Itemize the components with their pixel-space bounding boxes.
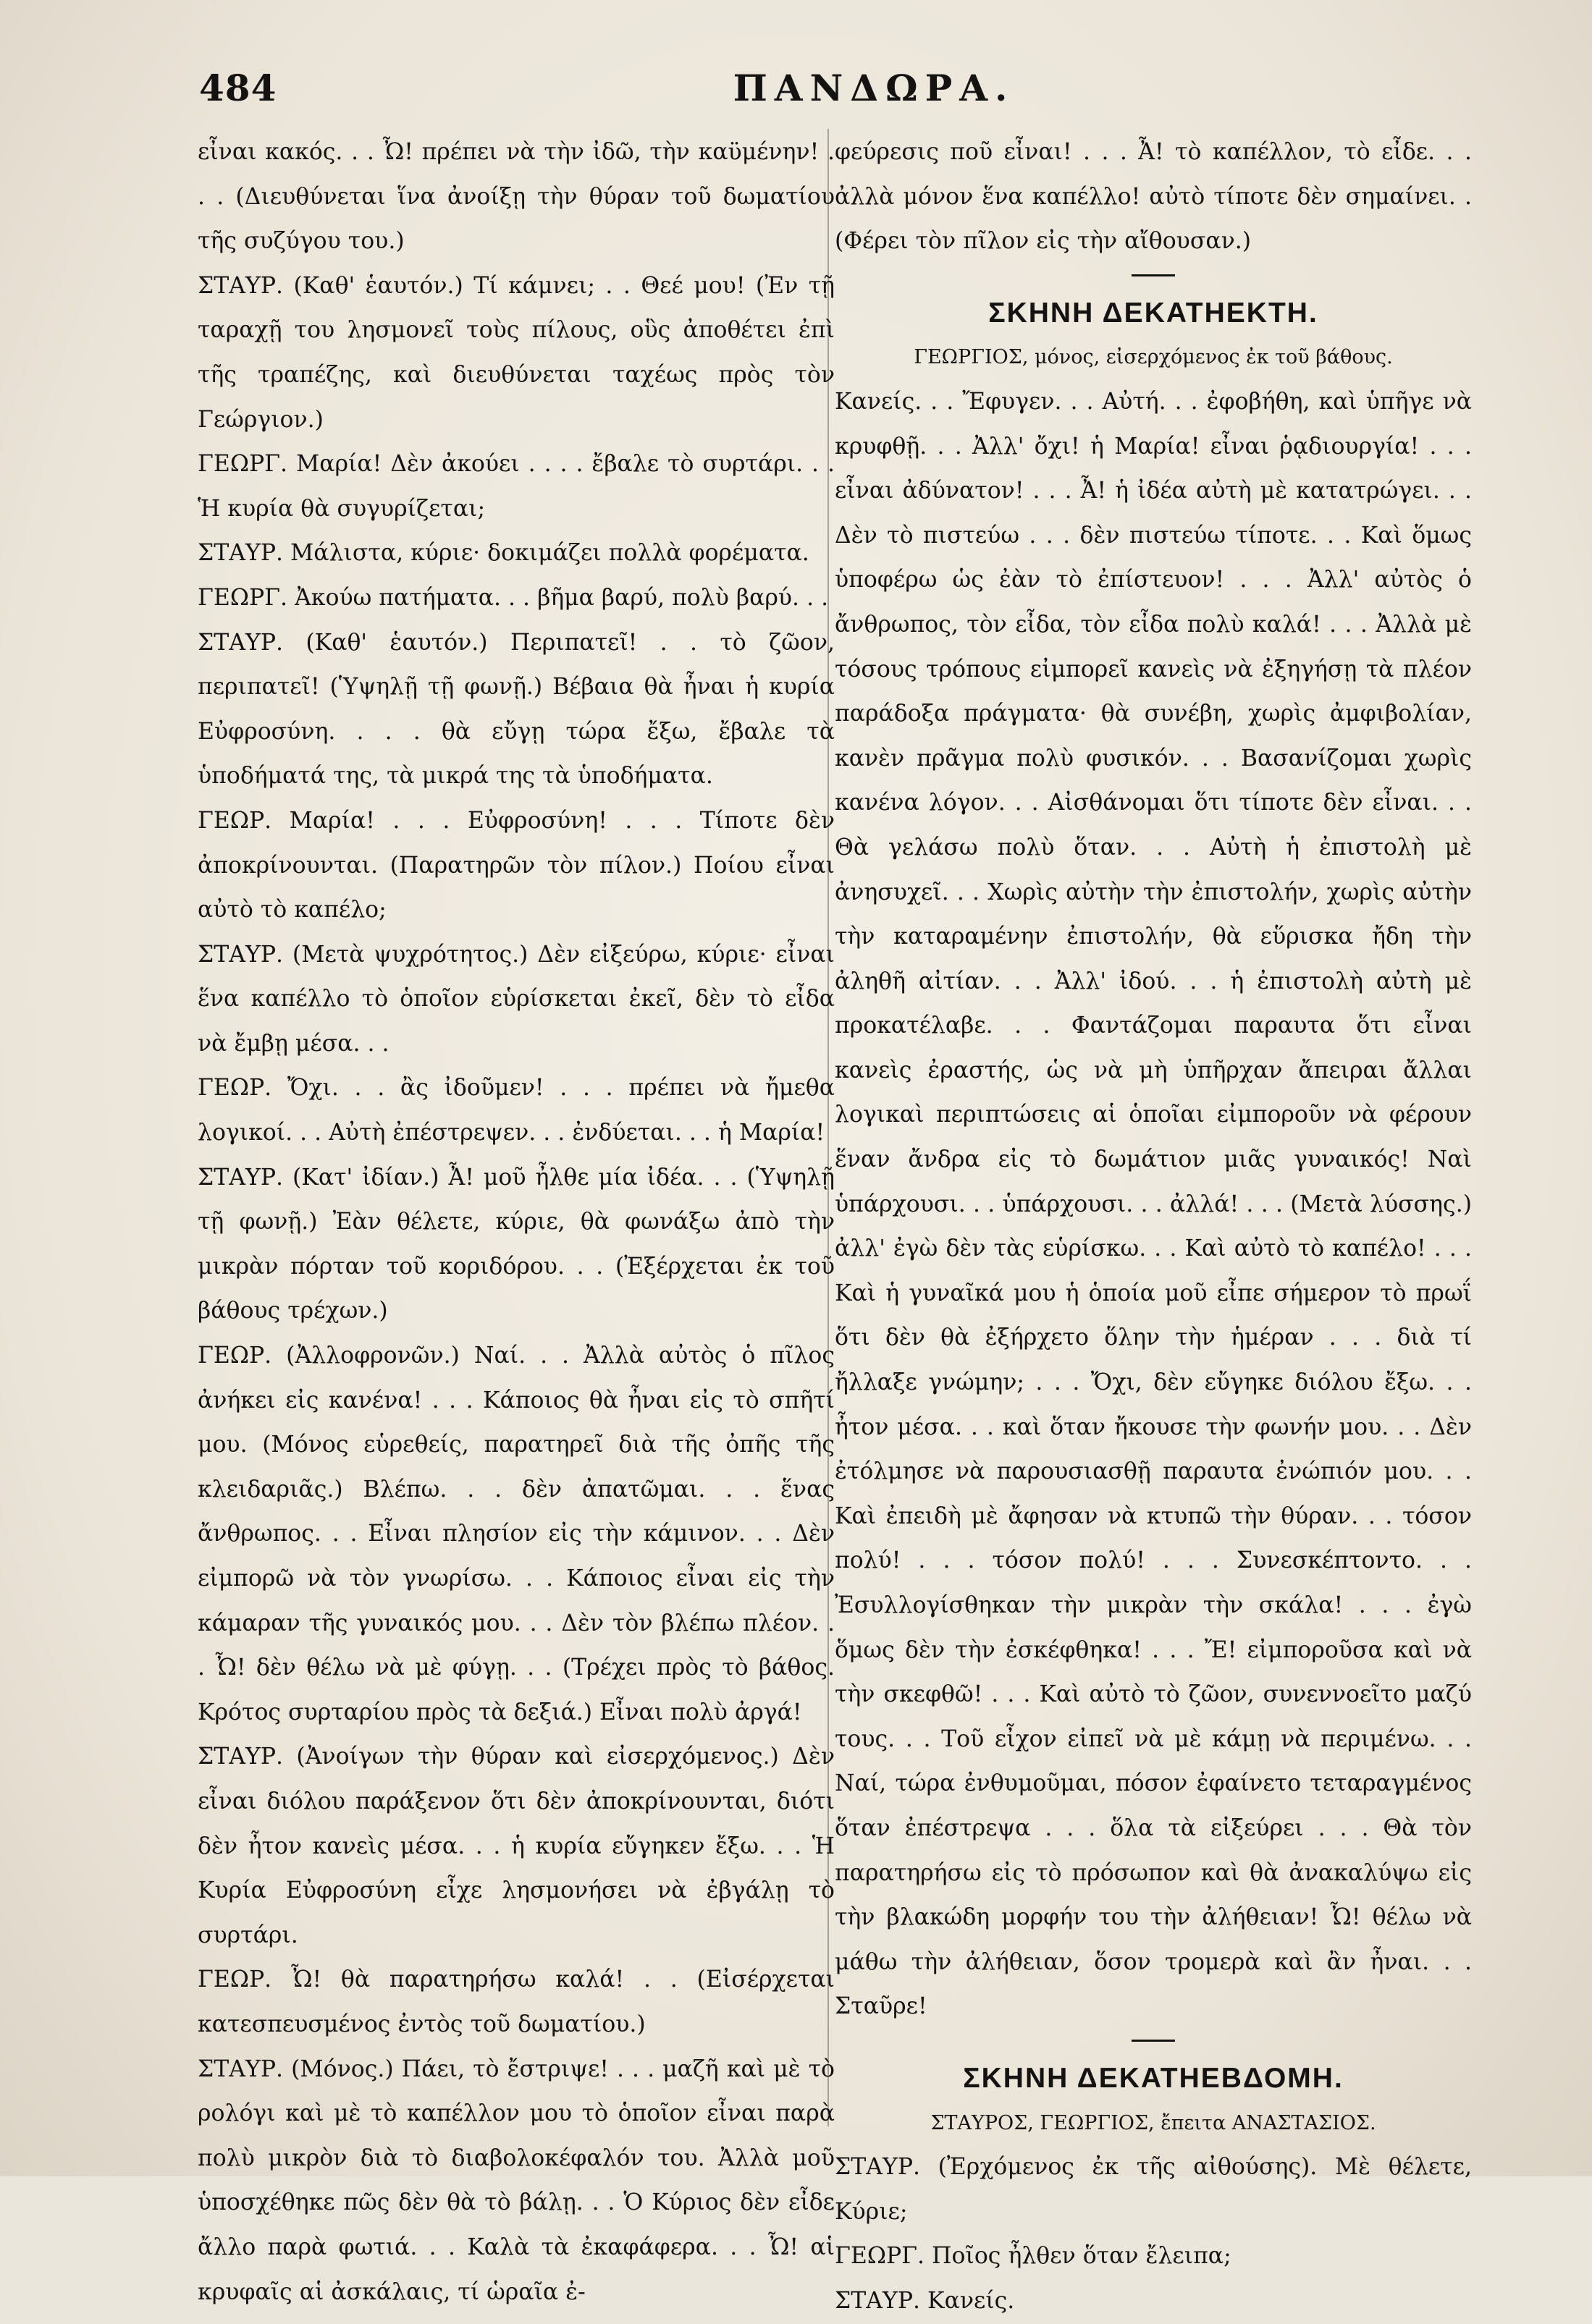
paragraph: ΣΤΑΥΡ. (Μετὰ ψυχρότητος.) Δὲν εἰξεύρω, κύριε· εἶναι ἕνα καπέλλο τὸ ὁποῖον εὑρίσκεται ἐκεῖ, δὲν τὸ εἶδα νὰ ἔμβῃ μέσα. . .: [198, 941, 835, 1057]
scene-17-title: ΣΚΗΝΗ ΔΕΚΑΤΗΕΒΔΟΜΗ.: [963, 2062, 1344, 2094]
page-number: 484: [199, 67, 277, 109]
paragraph: ΓΕΩΡ. Ὦ! θὰ παρατηρήσω καλά! . . (Εἰσέρχεται κατεσπευσμένος ἐντὸς τοῦ δωματίου.): [198, 1966, 835, 2037]
paragraph: ΣΤΑΥΡ. (Καθ' ἑαυτόν.) Τί κάμνει; . . Θεέ μου! (Ἐν τῇ ταραχῇ του λησμονεῖ τοὺς πίλους, οὓς ἀποθέτει ἐπὶ τῆς τραπέζης, καὶ διευθύνεται ταχέως πρὸς τὸν Γεώργιον.): [198, 272, 835, 433]
paragraph: ΣΤΑΥΡ. (Μόνος.) Πάει, τὸ ἔστριψε! . . . μαζῆ καὶ μὲ τὸ ρολόγι καὶ μὲ τὸ καπέλλον μου τὸ ὁποῖον εἶναι παρὰ πολὺ μικρὸν διὰ τὸ διαβολοκέφαλόν του. Ἀλλὰ μοῦ ὑποσχέθηκε πῶς δὲν θὰ τὸ βάλῃ. . . Ὁ Κύριος δὲν εἶδε ἄλλο παρὰ φωτιά. . . Καλὰ τὰ ἐκαφάφερα. . . Ὦ! αἱ κρυφαῖς αἱ ἀσκάλαις, τί ὡραῖα ἐ-: [198, 2055, 835, 2305]
dialogue-line: ΓΕΩΡΓ. Ποῖος ἦλθεν ὅταν ἔλειπα;: [835, 2243, 1231, 2270]
paragraph: ΓΕΩΡΓ. Μαρία! Δὲν ἀκούει . . . . ἔβαλε τὸ συρτάρι. . . Ἡ κυρία θὰ συγυρίζεται;: [198, 451, 835, 522]
continuation-paragraph: φεύρεσις ποῦ εἶναι! . . . Ἆ! τὸ καπέλλον, τὸ εἶδε. . . ἀλλὰ μόνον ἕνα καπέλλο! αὐτὸ τίποτε δὲν σημαίνει. . (Φέρει τὸν πῖλον εἰς τὴν αἴθουσαν.): [835, 139, 1472, 255]
scene-17-cast: ΣΤΑΥΡΟΣ, ΓΕΩΡΓΙΟΣ, ἔπειτα ΑΝΑΣΤΑΣΙΟΣ.: [930, 2111, 1376, 2134]
page-header: [199, 67, 1549, 117]
paragraph: ΣΤΑΥΡ. (Κατ' ἰδίαν.) Ἆ! μοῦ ἦλθε μία ἰδέα. . . (Ὑψηλῇ τῇ φωνῇ.) Ἐὰν θέλετε, κύριε, θὰ φωνάξω ἀπὸ τὴν μικρὰν πόρταν τοῦ κοριδόρου. . . (Ἐξέρχεται ἐκ τοῦ βάθους τρέχων.): [198, 1164, 835, 1324]
paragraph: εἶναι κακός. . . Ὦ! πρέπει νὰ τὴν ἰδῶ, τὴν καϋμένην! . . . (Διευθύνεται ἵνα ἀνοίξῃ τὴν θύραν τοῦ δωματίου τῆς συζύγου του.): [198, 139, 835, 255]
scene-16-monologue: Κανείς. . . Ἔφυγεν. . . Αὐτή. . . ἐφοβήθη, καὶ ὑπῆγε νὰ κρυφθῇ. . . Ἀλλ' ὄχι! ἡ Μαρία! εἶναι ῥᾳδιουργία! . . . εἶναι ἀδύνατον! . . . Ἆ! ἡ ἰδέα αὐτὴ μὲ κατατρώγει. . . Δὲν τὸ πιστεύω . . . δὲν πιστεύω τίποτε. . . Καὶ ὅμως ὑποφέρω ὡς ἐὰν τὸ ἐπίστευον! . . . Ἀλλ' αὐτὸς ὁ ἄνθρωπος, τὸν εἶδα, τὸν εἶδα πολὺ καλά! . . . Ἀλλὰ μὲ τόσους τρόπους εἰμπορεῖ κανεὶς νὰ ἐξηγήσῃ τὰ πλέον παράδοξα πράγματα· θὰ συνέβη, χωρὶς ἀμφιβολίαν, κανὲν πρᾶγμα πολὺ φυσικόν. . . Βασανίζομαι χωρὶς κανένα λόγον. . . Αἰσθάνομαι ὅτι τίποτε δὲν εἶναι. . . Θὰ γελάσω πολὺ ὅταν. . . Αὐτὴ ἡ ἐπιστολὴ μὲ ἀνησυχεῖ. . . Χωρὶς αὐτὴν τὴν ἐπιστολήν, χωρὶς αὐτὴν τὴν καταραμένην ἐπιστολήν, θὰ εὕρισκα ἤδη τὴν ἀληθῆ αἰτίαν. . . Ἀλλ' ἰδού. . . ἡ ἐπιστολὴ αὐτὴ μὲ προκατέλαβε. . . Φαντάζομαι παραυτα ὅτι εἶναι κανεὶς ἐραστής, ὡς νὰ μὴ ὑπῆρχαν ἄπειραι ἄλλαι λογικαὶ περιπτώσεις αἱ ὁποῖαι εἰμποροῦν νὰ φέρουν ἕναν ἄνδρα εἰς τὸ δωμάτιον μιᾶς γυναικός! Ναὶ ὑπάρχουσι. . . ὑπάρχουσι. . . ἀλλά! . . . (Μετὰ λύσσης.) ἀλλ' ἐγὼ δὲν τὰς εὑρίσκω. . . Καὶ αὐτὸ τὸ καπέλο! . . . Καὶ ἡ γυναῖκά μου ἡ ὁποία μοῦ εἶπε σήμερον τὸ πρωΐ ὅτι δὲν θὰ ἐξήρχετο ὅλην τὴν ἡμέραν . . . διὰ τί ἤλλαξε γνώμην; . . . Ὄχι, δὲν εὔγηκε διόλου ἔξω. . . ἦτον μέσα. . . καὶ ὅταν ἤκουσε τὴν φωνήν μου. . . Δὲν ἐτόλμησε νὰ παρουσιασθῇ παραυτα ἐνώπιόν μου. . . Καὶ ἐπειδὴ μὲ ἄφησαν νὰ κτυπῶ τὴν θύραν. . . τόσον πολύ! . . . τόσον πολύ! . . . Συνεσκέπτοντο. . . Ἐσυλλογίσθηκαν τὴν μικρὰν τὴν σκάλα! . . . ἐγὼ ὅμως δὲν τὴν ἐσκέφθηκα! . . . Ἔ! εἰμποροῦσα καὶ νὰ τὴν σκεφθῶ! . . . Καὶ αὐτὸ τὸ ζῶον, συνεννοεῖτο μαζύ τους. . . Τοῦ εἶχον εἰπεῖ νὰ μὲ κάμῃ νὰ περιμένω. . . Ναί, τώρα ἐνθυμοῦμαι, πόσον ἐφαίνετο τεταραγμένος ὅταν ἐπέστρεψα . . . ὅλα τὰ εἰξεύρει . . . Θὰ τὸν παρατηρήσω εἰς τὸ πρόσωπον καὶ θὰ ἀνακαλύψω εἰς τὴν βλακώδη μορφήν του τὴν ἀλήθειαν! Ὦ! θέλω νὰ μάθω τὴν ἀλήθειαν, ὅσον τρομερὰ καὶ ἂν ἦναι. . . Σταῦρε!: [835, 388, 1472, 2020]
dialogue-line: ΣΤΑΥΡ. (Ἐρχόμενος ἐκ τῆς αἰθούσης). Μὲ θέλετε, Κύριε;: [835, 2154, 1472, 2225]
paragraph: ΣΤΑΥΡ. (Καθ' ἑαυτόν.) Περιπατεῖ! . . τὸ ζῶον, περιπατεῖ! (Ὑψηλῇ τῇ φωνῇ.) Βέβαια θὰ ἦναι ἡ κυρία Εὐφροσύνη. . . . θὰ εὔγῃ τώρα ἔξω, ἔβαλε τὰ ὑποδήματά της, τὰ μικρά της τὰ ὑποδήματα.: [198, 629, 835, 790]
paragraph: ΣΤΑΥΡ. Μάλιστα, κύριε· δοκιμάζει πολλὰ φορέματα.: [198, 540, 809, 567]
scene-16-cast: ΓΕΩΡΓΙΟΣ, μόνος, εἰσερχόμενος ἐκ τοῦ βάθους.: [914, 346, 1393, 369]
scene-separator-rule: [1132, 2040, 1175, 2042]
scene-separator-rule: [1132, 274, 1175, 276]
paragraph: ΓΕΩΡ. (Ἀλλοφρονῶν.) Ναί. . . Ἀλλὰ αὐτὸς ὁ πῖλος ἀνήκει εἰς κανένα! . . . Κάποιος θὰ ἦναι εἰς τὸ σπῆτί μου. (Μόνος εὑρεθείς, παρατηρεῖ διὰ τῆς ὀπῆς τῆς κλειδαριᾶς.) Βλέπω. . . δὲν ἀπατῶμαι. . . ἕνας ἄνθρωπος. . . Εἶναι πλησίον εἰς τὴν κάμινον. . . Δὲν εἰμπορῶ νὰ τὸν γνωρίσω. . . Κάποιος εἶναι εἰς τὴν κάμαραν τῆς γυναικός μου. . . Δὲν τὸν βλέπω πλέον. . . Ὦ! δὲν θέλω νὰ μὲ φύγῃ. . . (Τρέχει πρὸς τὸ βάθος. Κρότος συρταρίου πρὸς τὰ δεξιά.) Εἶναι πολὺ ἀργά!: [198, 1343, 835, 1725]
scene-16-title: ΣΚΗΝΗ ΔΕΚΑΤΗΕΚΤΗ.: [988, 297, 1318, 329]
left-column: [198, 130, 835, 2315]
paragraph: ΓΕΩΡ. Μαρία! . . . Εὐφροσύνη! . . . Τίποτε δὲν ἀποκρίνουνται. (Παρατηρῶν τὸν πίλον.) Ποίου εἶναι αὐτὸ τὸ καπέλο;: [198, 807, 835, 924]
right-column: [835, 130, 1472, 2324]
paragraph: ΣΤΑΥΡ. (Ἀνοίγων τὴν θύραν καὶ εἰσερχόμενος.) Δὲν εἶναι διόλου παράξενον ὅτι δὲν ἀποκρίνουνται, διότι δὲν ἦτον κανεὶς μέσα. . . ἡ κυρία εὔγηκεν ἔξω. . . Ἡ Κυρία Εὐφροσύνη εἶχε λησμονήσει νὰ ἐβγάλῃ τὸ συρτάρι.: [198, 1744, 835, 1948]
dialogue-line: ΣΤΑΥΡ. Κανείς.: [835, 2287, 1015, 2314]
running-title: ΠΑΝΔΩΡΑ.: [733, 67, 1015, 109]
paragraph: ΓΕΩΡΓ. Ἀκούω πατήματα. . . βῆμα βαρύ, πολὺ βαρύ. . .: [198, 584, 829, 611]
paragraph: ΓΕΩΡ. Ὄχι. . . ἂς ἰδοῦμεν! . . . πρέπει νὰ ἤμεθα λογικοί. . . Αὐτὴ ἐπέστρεψεν. . . ἐνδύεται. . . ἡ Μαρία!: [198, 1075, 835, 1146]
